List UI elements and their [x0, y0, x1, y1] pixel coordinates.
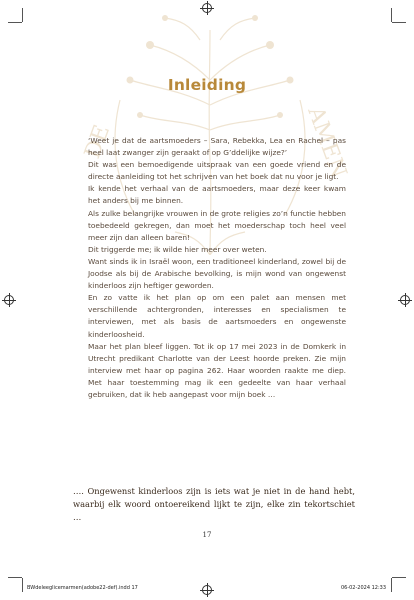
registration-mark-right-icon: [400, 295, 410, 305]
paragraph: ‘Weet je dat de aartsmoeders – Sara, Rebekka, Lea en Rachel – pas heel laat zwanger zijn geraakt of op G’ddelijke wijze?’: [88, 136, 346, 158]
paragraph: Als zulke belangrijke vrouwen in de grote religies zo’n functie hebben toebedeeld gekregen, dan moet het moederschap toch heel veel meer zijn dan alleen baren!: [88, 208, 346, 242]
crop-mark-top-right-h: [392, 22, 406, 23]
crop-mark-bottom-left-h: [8, 577, 22, 578]
date-slug: 06-02-2024 12:33: [340, 585, 386, 591]
paragraph: Ik kende het verhaal van de aartsmoeders, maar deze keer kwam het anders bij me binnen.: [88, 184, 346, 206]
crop-mark-bottom-left-v: [22, 578, 23, 592]
watermark-text-left: DE: [80, 121, 116, 163]
paragraph: Dit triggerde me; ik wilde hier meer over weten.: [88, 244, 267, 254]
crop-mark-bottom-right-h: [392, 577, 406, 578]
file-slug: BWdeleeglicemarmen(adobe22-def).indd 17: [27, 585, 138, 591]
paragraph: Maar het plan bleef liggen. Tot ik op 17 mei 2023 in de Domkerk in Utrecht predikant Charlotte van der Leest hoorde preken. Zie mijn interview met haar op pagina 262. Haar woorden raakte me diep. Met haar toestemming mag ik een gedeelte van haar verhaal gebruiken, dat ik heb aangepast voor mijn boek …: [88, 341, 346, 399]
crop-mark-top-left-h: [8, 22, 22, 23]
crop-mark-bottom-right-v: [391, 578, 392, 592]
page-number: 17: [202, 531, 212, 539]
crop-mark-top-right-v: [391, 8, 392, 22]
paragraph: Dit was een bemoedigende uitspraak van een goede vriend en de directe aanleiding tot het schrijven van het boek dat nu voor je ligt.: [88, 160, 346, 182]
registration-mark-bottom-icon: [202, 585, 212, 595]
crop-mark-top-left-v: [22, 8, 23, 22]
body-text: [88, 135, 346, 401]
watermark-text-right: AMEN: [302, 103, 352, 182]
paragraph: En zo vatte ik het plan op om een palet aan mensen met verschillende achtergronden, interesses en specialismen te interviewen, met als basis de aartsmoeders en ongewenste kinderloosheid.: [88, 293, 346, 339]
chapter-title: Inleiding: [167, 76, 247, 94]
closing-quote: …. Ongewenst kinderloos zijn is iets wat je niet in de hand hebt, waarbij elk woord ontoereikend lijkt te zijn, elke zin tekortschiet …: [73, 486, 355, 522]
paragraph: Want sinds ik in Israël woon, een traditioneel kinderland, zowel bij de Joodse als bij de Arabische bevolking, is mijn wond van ongewenst kinderloos zijn heftiger geworden.: [88, 256, 346, 291]
registration-mark-left-icon: [4, 295, 14, 305]
